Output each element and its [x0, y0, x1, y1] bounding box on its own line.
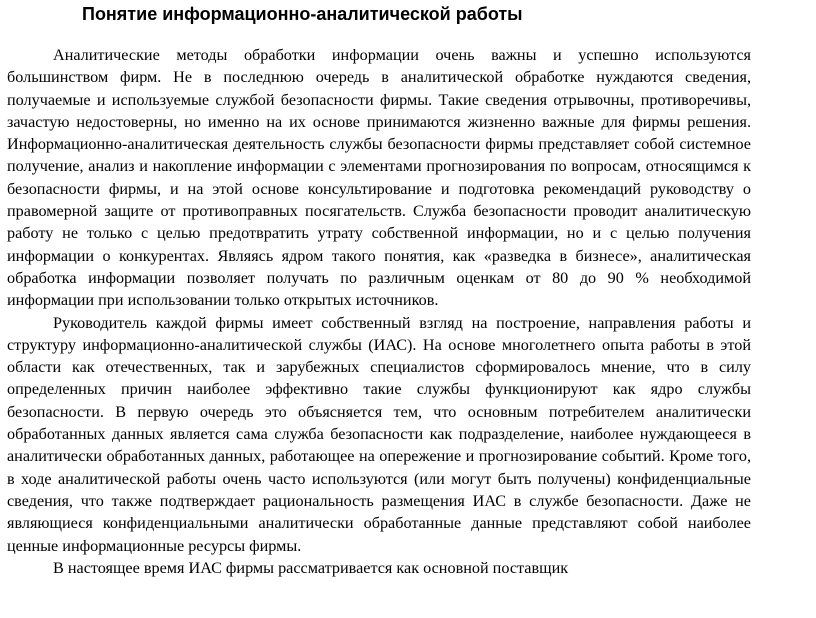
paragraph-1: Аналитические методы обработки информации очень важны и успешно используются большинством фирм. Не в последнюю очередь в аналитической обработке нуждаются сведения, получаемые и используемые службой безопасности фирмы. Такие сведения отрывочны, противоречивы, зачастую недостоверны, но именно на их основе принимаются жизненно важные для фирмы решения. Информационно-аналитическая деятельность службы безопасности фирмы представляет собой системное получение, анализ и накопление информации с элементами прогнозирования по вопросам, относящимся к безопасности фирмы, и на этой основе консультирование и подготовка рекомендаций руководству о правомерной защите от противоправных посягательств. Служба безопасности проводит аналитическую работу не только с целью предотвратить утрату собственной информации, но и с целью получения информации о конкурентах. Являясь ядром такого понятия, как «разведка в бизнесе», аналитическая обработка информации позволяет получать по различным оценкам от 80 до 90 % необходимой информации при использовании только открытых источников.	[7, 46, 751, 310]
document-body	[7, 44, 751, 579]
page-title: Понятие информационно-аналитической работы	[82, 4, 523, 24]
paragraph-2: Руководитель каждой фирмы имеет собственный взгляд на построение, направления работы и структуру информационно-аналитической службы (ИАС). На основе многолетнего опыта работы в этой области как отечественных, так и зарубежных специалистов сформировалось мнение, что в силу определенных причин наиболее эффективно такие службы функционируют как ядро службы безопасности. В первую очередь это объясняется тем, что основным потребителем аналитически обработанных данных является сама служба безопасности как подразделение, наиболее нуждающееся в аналитически обработанных данных, работающее на опережение и прогнозирование событий. Кроме того, в ходе аналитической работы очень часто используются (или могут быть получены) конфиденциальные сведения, что также подтверждает рациональность размещения ИАС в службе безопасности. Даже не являющиеся конфиденциальными аналитически обработанные данные представляют собой наиболее ценные информационные ресурсы фирмы.	[7, 313, 751, 555]
paragraph-3: В настоящее время ИАС фирмы рассматривается как основной поставщик	[53, 558, 569, 577]
